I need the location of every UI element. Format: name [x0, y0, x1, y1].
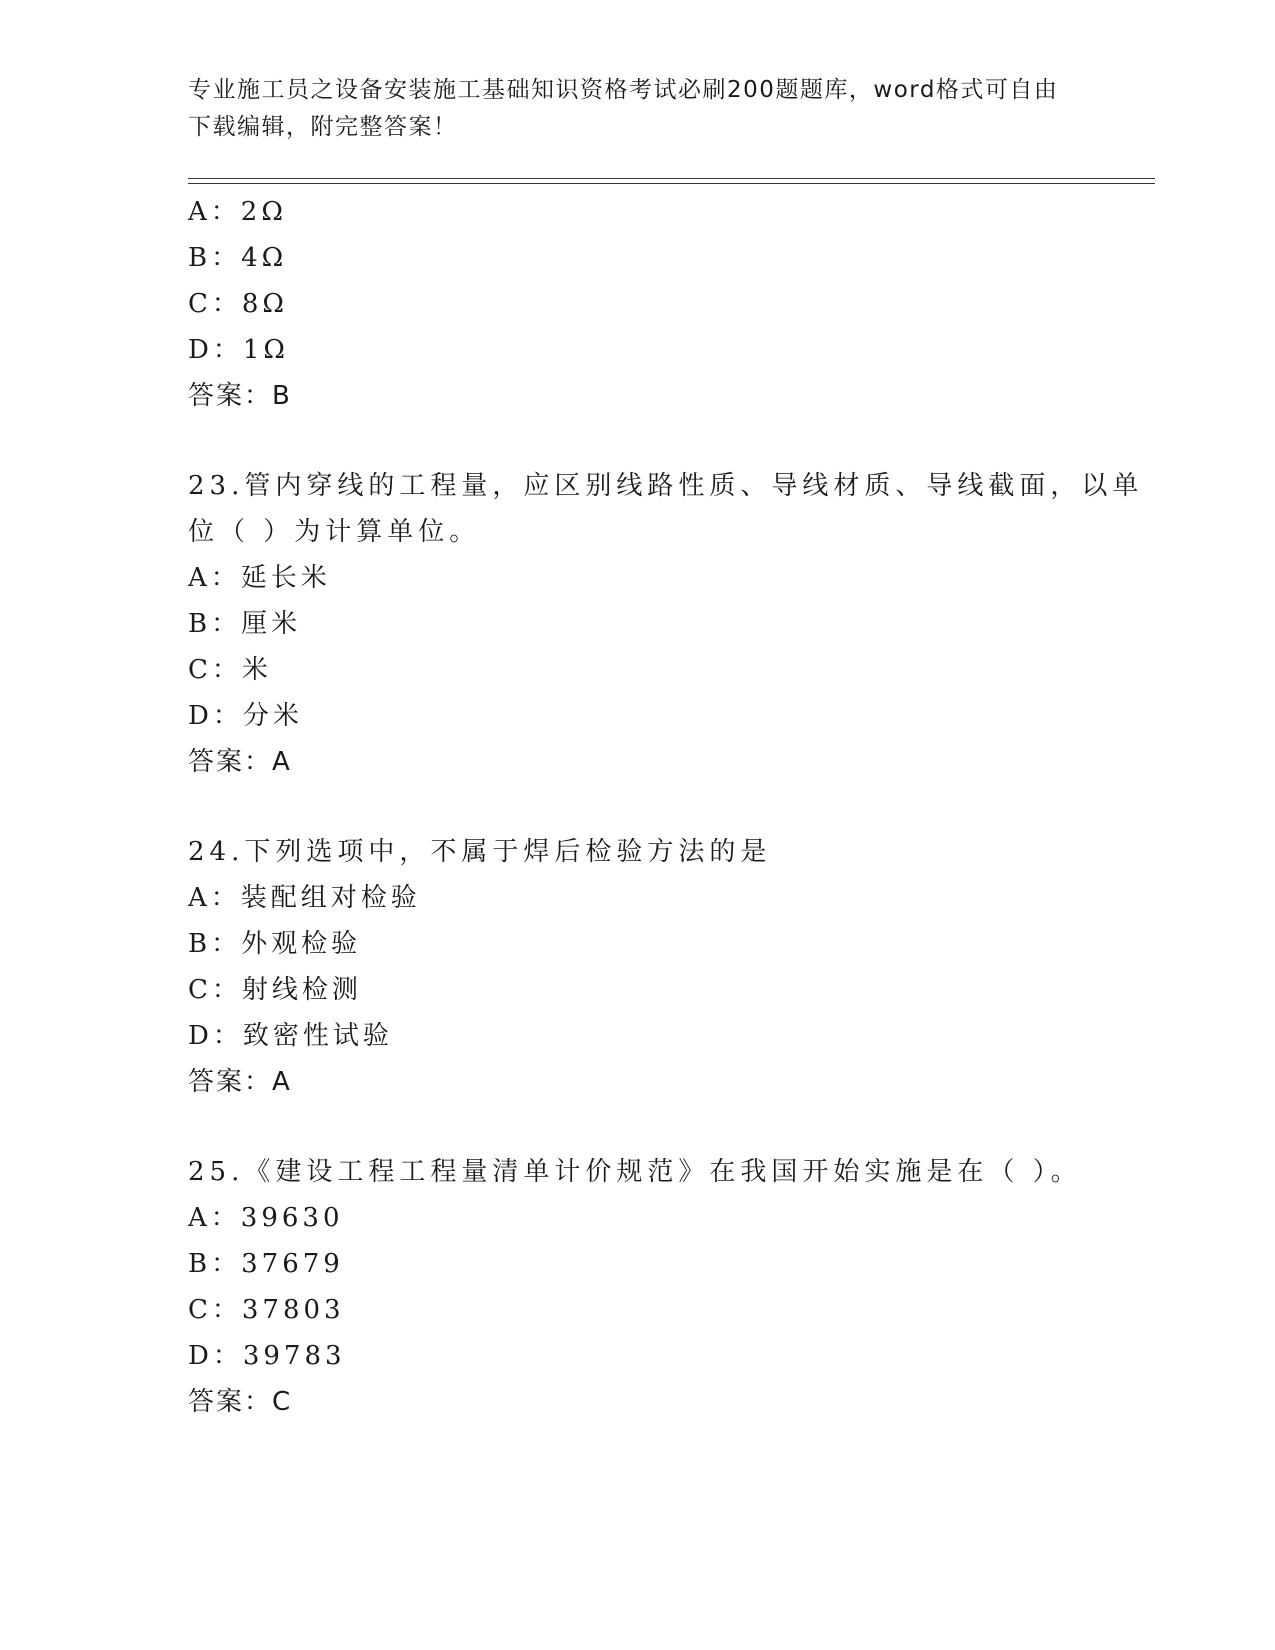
question-spacer — [188, 419, 1088, 463]
option-b: B：外观检验 — [188, 929, 362, 959]
option-d: D：分米 — [188, 701, 303, 731]
question-stem-line: 24.下列选项中，不属于焊后检验方法的是 — [188, 837, 772, 867]
option-c: C：8Ω — [188, 289, 288, 319]
option-a: A：39630 — [188, 1203, 344, 1233]
header-title-line-2: 下载编辑，附完整答案！ — [188, 114, 458, 140]
answer-line: 答案：A — [188, 1067, 292, 1097]
answer-line: 答案：C — [188, 1387, 293, 1417]
question-spacer — [188, 1105, 1088, 1149]
answer-line: 答案：A — [188, 747, 292, 777]
question-block — [188, 463, 1144, 785]
option-a: A：延长米 — [188, 563, 331, 593]
question-stem-line: 位（ ）为计算单位。 — [188, 517, 481, 547]
option-c: C：米 — [188, 655, 272, 685]
answer-line: 答案：B — [188, 381, 292, 411]
question-block — [188, 1149, 1088, 1425]
header-title-line-1: 专业施工员之设备安装施工基础知识资格考试必刷200题题库，word格式可自由 — [188, 77, 1059, 103]
question-spacer — [188, 785, 1088, 829]
option-b: B：4Ω — [188, 243, 288, 273]
question-block — [188, 829, 1088, 1105]
question-list — [188, 189, 1144, 1425]
option-b: B：37679 — [188, 1249, 344, 1279]
option-d: D：致密性试验 — [188, 1021, 393, 1051]
option-a: A：装配组对检验 — [188, 883, 421, 913]
option-a: A：2Ω — [188, 197, 287, 227]
option-b: B：厘米 — [188, 609, 302, 639]
option-d: D：39783 — [188, 1341, 346, 1371]
document-header — [188, 72, 1088, 146]
option-c: C：射线检测 — [188, 975, 362, 1005]
question-stem-line: 25.《建设工程工程量清单计价规范》在我国开始实施是在（ ）。 — [188, 1157, 1082, 1187]
header-divider-top — [188, 178, 1155, 179]
option-d: D：1Ω — [188, 335, 289, 365]
question-stem-line: 23.管内穿线的工程量，应区别线路性质、导线材质、导线截面，以单 — [188, 471, 1144, 501]
question-block — [188, 189, 1088, 419]
option-c: C：37803 — [188, 1295, 345, 1325]
header-divider-bottom — [188, 183, 1155, 184]
